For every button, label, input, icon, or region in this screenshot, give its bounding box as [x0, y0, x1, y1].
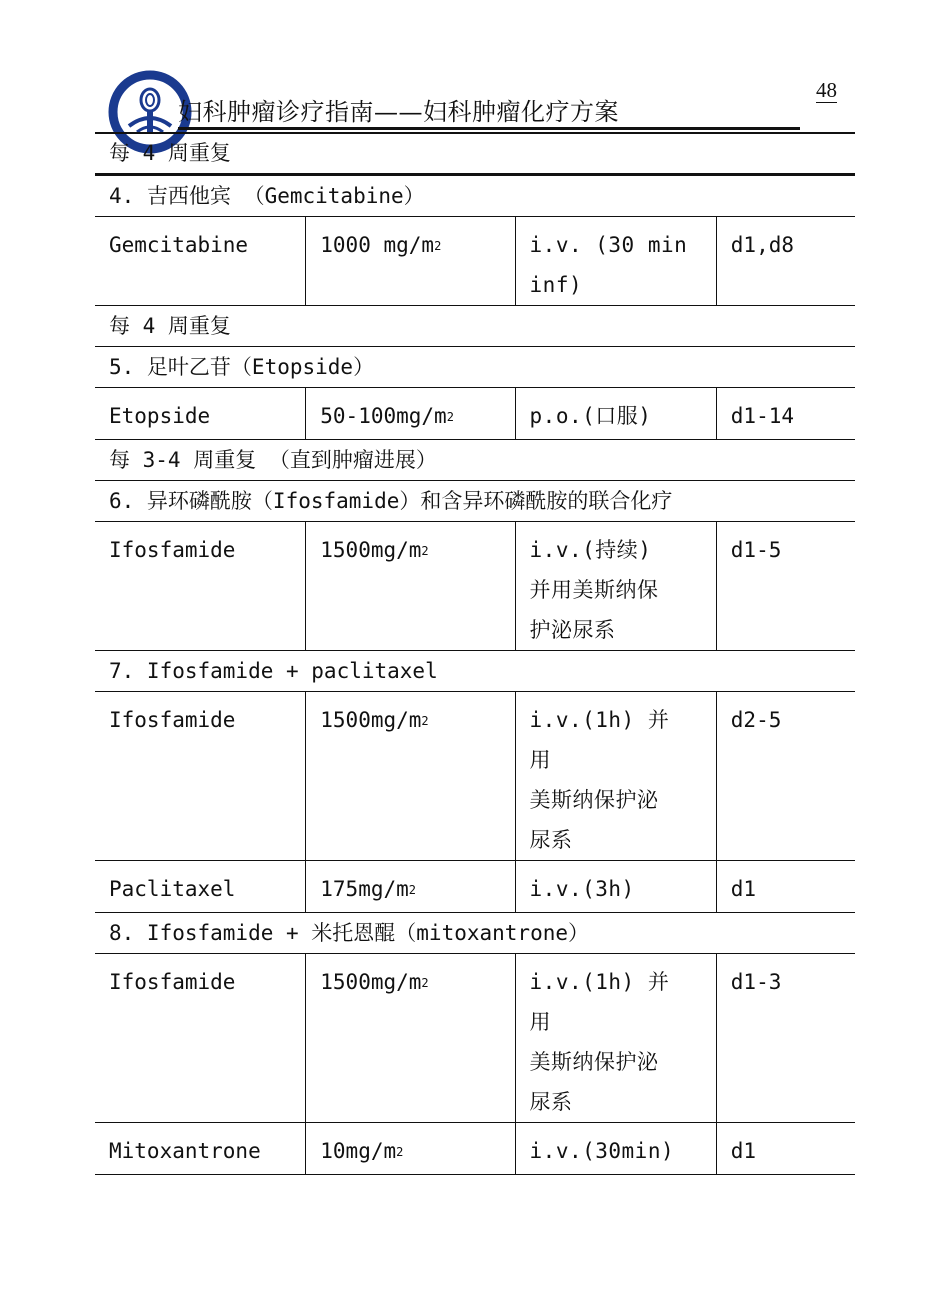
days-cell-text: d1,d8: [730, 233, 794, 257]
dose-cell: [306, 522, 515, 651]
drug-name-cell: [95, 692, 306, 861]
days-cell-text: d2-5: [730, 708, 782, 732]
route-cell: [515, 217, 716, 306]
regimen-section-heading-row: [95, 347, 855, 388]
drug-name-cell: [95, 522, 306, 651]
route-cell: [515, 692, 716, 861]
regimen-drug-row: [95, 692, 855, 861]
dose-cell-text: 1000 mg/m: [320, 233, 435, 257]
dose-cell: [306, 954, 515, 1123]
regimen-section-heading: 7. Ifosfamide + paclitaxel: [95, 651, 855, 692]
route-cell-text: i.v. (30 min inf): [529, 233, 688, 297]
repeat-note-row: [95, 440, 855, 481]
repeat-note-text: 每 3-4 周重复 （直到肿瘤进展）: [95, 440, 855, 481]
regimen-section-heading-row: [95, 481, 855, 522]
drug-name-cell-text: Ifosfamide: [109, 538, 236, 562]
drug-name-cell: [95, 217, 306, 306]
page-number: 48: [816, 78, 837, 102]
route-cell-text: i.v.(1h) 并 用 美斯纳保护泌 尿系: [529, 970, 670, 1114]
repeat-note-text: 每 4 周重复: [95, 133, 855, 175]
drug-name-cell-text: Gemcitabine: [109, 233, 249, 257]
drug-name-cell-text: Mitoxantrone: [109, 1139, 261, 1163]
drug-name-cell: [95, 861, 306, 913]
drug-name-cell-text: Ifosfamide: [109, 970, 236, 994]
dose-cell-text: 175mg/m: [320, 877, 409, 901]
page-header-title: 妇科肿瘤诊疗指南——妇科肿瘤化疗方案: [178, 98, 619, 126]
regimen-section-heading: 5. 足叶乙苷（Etopside）: [95, 347, 855, 388]
regimen-drug-row: [95, 954, 855, 1123]
drug-name-cell: [95, 388, 306, 440]
days-cell-text: d1-5: [730, 538, 782, 562]
route-cell-text: i.v.(1h) 并 用 美斯纳保护泌 尿系: [529, 708, 670, 852]
drug-name-cell-text: Etopside: [109, 404, 211, 428]
regimen-drug-row: [95, 522, 855, 651]
regimen-section-heading: 4. 吉西他宾 （Gemcitabine）: [95, 175, 855, 217]
days-cell: [716, 522, 855, 651]
dose-unit-exponent: 2: [396, 1145, 404, 1159]
dose-cell-text: 1500mg/m: [320, 970, 422, 994]
days-cell-text: d1-14: [730, 404, 794, 428]
dose-unit-exponent: 2: [421, 714, 429, 728]
dose-cell-text: 50-100mg/m: [320, 404, 447, 428]
regimen-section-heading-row: [95, 651, 855, 692]
regimen-drug-row: [95, 217, 855, 306]
dose-cell: [306, 1123, 515, 1175]
days-cell: [716, 861, 855, 913]
dose-cell-text: 1500mg/m: [320, 708, 422, 732]
regimen-section-heading-row: [95, 913, 855, 954]
dose-unit-exponent: 2: [421, 976, 429, 990]
dose-unit-exponent: 2: [446, 410, 454, 424]
route-cell-text: i.v.(3h): [529, 877, 635, 901]
regimen-section-heading-row: [95, 175, 855, 217]
route-cell-text: p.o.(口服): [529, 404, 652, 428]
dose-cell: [306, 217, 515, 306]
route-cell: [515, 861, 716, 913]
dose-cell: [306, 388, 515, 440]
regimen-drug-row: [95, 861, 855, 913]
drug-name-cell: [95, 954, 306, 1123]
chemotherapy-regimen-table: [95, 133, 855, 1175]
drug-name-cell-text: Paclitaxel: [109, 877, 236, 901]
header-rule: [178, 127, 800, 130]
route-cell: [515, 522, 716, 651]
days-cell-text: d1: [730, 877, 757, 901]
days-cell: [716, 388, 855, 440]
repeat-note-row: [95, 133, 855, 175]
dose-cell-text: 10mg/m: [320, 1139, 397, 1163]
dose-cell: [306, 692, 515, 861]
dose-unit-exponent: 2: [434, 239, 442, 253]
regimen-drug-row: [95, 388, 855, 440]
dose-unit-exponent: 2: [421, 544, 429, 558]
regimen-section-heading: 6. 异环磷酰胺（Ifosfamide）和含异环磷酰胺的联合化疗: [95, 481, 855, 522]
dose-cell-text: 1500mg/m: [320, 538, 422, 562]
days-cell-text: d1: [730, 1139, 757, 1163]
days-cell-text: d1-3: [730, 970, 782, 994]
dose-cell: [306, 861, 515, 913]
route-cell: [515, 388, 716, 440]
route-cell-text: i.v.(持续) 并用美斯纳保 护泌尿系: [529, 538, 659, 642]
repeat-note-row: [95, 306, 855, 347]
route-cell-text: i.v.(30min): [529, 1139, 675, 1163]
drug-name-cell: [95, 1123, 306, 1175]
regimen-drug-row: [95, 1123, 855, 1175]
dose-unit-exponent: 2: [408, 883, 417, 897]
days-cell: [716, 954, 855, 1123]
regimen-section-heading: 8. Ifosfamide + 米托恩醌（mitoxantrone）: [95, 913, 855, 954]
days-cell: [716, 692, 855, 861]
route-cell: [515, 954, 716, 1123]
repeat-note-text: 每 4 周重复: [95, 306, 855, 347]
drug-name-cell-text: Ifosfamide: [109, 708, 236, 732]
days-cell: [716, 1123, 855, 1175]
days-cell: [716, 217, 855, 306]
route-cell: [515, 1123, 716, 1175]
